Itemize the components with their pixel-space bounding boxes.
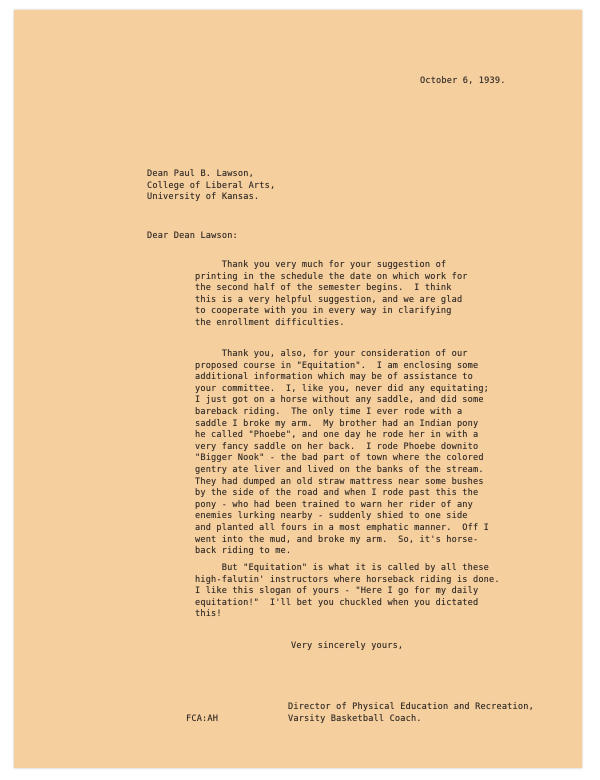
text-line: enemies lurking nearby - suddenly shied to one side [195, 511, 468, 522]
text-line: the enrollment difficulties. [195, 317, 345, 328]
text-line: They had dumped an old straw mattress near some bushes [195, 476, 484, 487]
text-line: back riding to me. [195, 546, 292, 557]
text-line: gentry ate liver and lived on the banks of the stream. [195, 464, 484, 475]
text-line: proposed course in "Equitation". I am enclosing some [195, 360, 479, 371]
text-line: pony - who had been trained to warn her rider of any [195, 499, 473, 510]
address-line: University of Kansas. [147, 192, 260, 203]
recipient-address [147, 169, 275, 204]
text-line: this! [195, 609, 222, 620]
text-line: your committee. I, like you, never did any equitating; [195, 383, 490, 394]
paragraph-2 [195, 349, 575, 558]
text-line: to cooperate with you in every way in clarifying [195, 306, 452, 317]
closing: Very sincerely yours, [291, 641, 404, 651]
text-line: high-falutin' instructors where horseback riding is done. [195, 574, 500, 585]
text-line: bareback riding. The only time I ever rode with a [195, 406, 463, 417]
text-line: additional information which may be of assistance to [195, 372, 473, 383]
letter-date: October 6, 1939. [420, 76, 506, 86]
paragraph-3 [195, 563, 575, 621]
text-line: I just got on a horse without any saddle, and did some [195, 395, 484, 406]
salutation: Dear Dean Lawson: [147, 231, 238, 241]
text-line: equitation!" I'll bet you chuckled when you dictated [195, 597, 479, 608]
address-line: Dean Paul B. Lawson, [147, 169, 254, 179]
reference-initials: FCA:AH [186, 714, 219, 724]
text-line: this is a very helpful suggestion, and we are glad [195, 294, 463, 305]
letter-page [14, 10, 582, 768]
address-line: College of Liberal Arts, [147, 180, 276, 191]
paragraph-1 [195, 260, 575, 330]
text-line: Thank you very much for your suggestion of [195, 260, 447, 270]
text-line: went into the mud, and broke my arm. So, it's horse- [195, 534, 479, 545]
text-line: But "Equitation" is what it is called by all these [195, 563, 490, 573]
text-line: by the side of the road and when I rode past this the [195, 488, 479, 499]
text-line: saddle I broke my arm. My brother had an Indian pony [195, 418, 479, 429]
signature-title: Director of Physical Education and Recreation, [288, 702, 534, 712]
text-line: the second half of the semester begins. I think [195, 283, 452, 294]
text-line: and planted all fours in a most emphatic manner. Off I [195, 522, 490, 533]
text-line: "Bigger Nook" - the bad part of town where the colored [195, 453, 484, 464]
signature-block [288, 702, 534, 725]
text-line: printing in the schedule the date on which work for [195, 271, 468, 282]
text-line: he called "Phoebe", and one day he rode her in with a [195, 430, 479, 441]
text-line: I like this slogan of yours - "Here I go for my daily [195, 586, 479, 597]
text-line: Thank you, also, for your consideration of our [195, 349, 468, 359]
text-line: very fancy saddle on her back. I rode Phoebe downito [195, 441, 479, 452]
signature-title: Varsity Basketball Coach. [288, 713, 422, 724]
